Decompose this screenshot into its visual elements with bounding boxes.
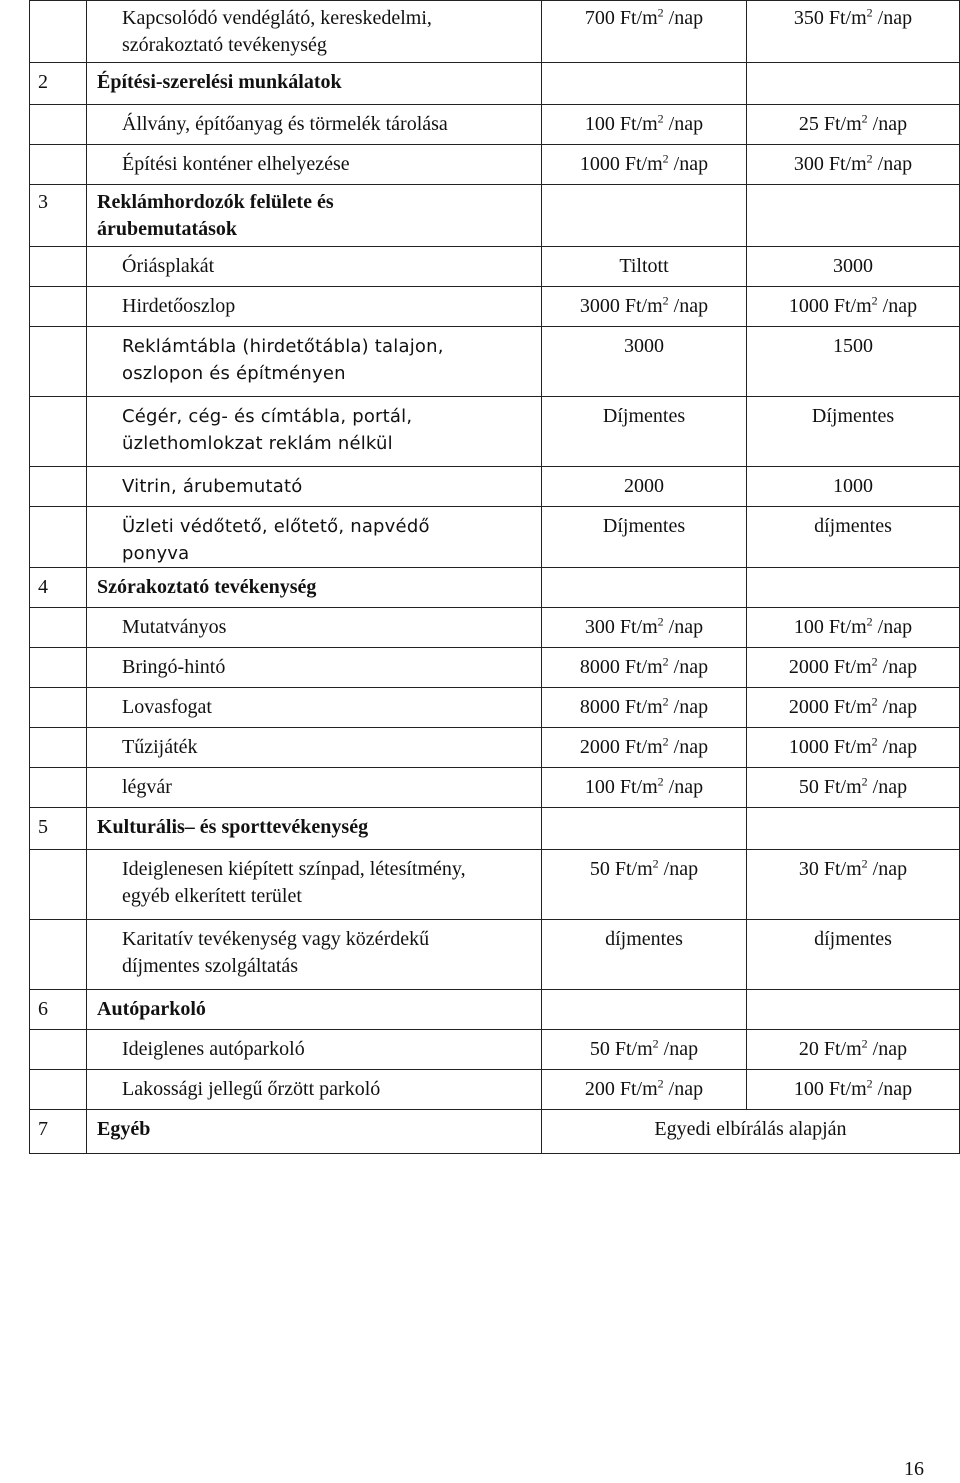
price-2-value: 3000: [833, 255, 873, 277]
section-title: Építési-szerelési munkálatok: [87, 63, 542, 105]
price-1-value: 8000 Ft/m: [579, 656, 663, 678]
price-1-value: 1000 Ft/m: [579, 153, 663, 175]
row-number-cell: [30, 287, 87, 327]
item-description: Karitatív tevékenység vagy közérdekű díjmentes szolgáltatás: [87, 920, 542, 990]
section-title: Kulturális– és sporttevékenység: [87, 808, 542, 850]
price-1-cell: [542, 105, 747, 145]
price-2-cell: [747, 467, 960, 507]
item-description: Üzleti védőtető, előtető, napvédő ponyva: [87, 507, 542, 568]
price-1-value: 8000 Ft/m: [579, 696, 663, 718]
section-title: Szórakoztató tevékenység: [87, 568, 542, 608]
empty-cell: [542, 185, 747, 247]
superscript-2: 2: [861, 111, 868, 126]
row-number-cell: [30, 768, 87, 808]
section-row: [30, 63, 960, 105]
superscript-2: 2: [662, 654, 669, 669]
row-number: 5: [38, 816, 48, 838]
empty-cell: [542, 568, 747, 608]
table-row: [30, 145, 960, 185]
price-2-cell: [747, 850, 960, 920]
item-description: Állvány, építőanyag és törmelék tárolása: [87, 105, 542, 145]
price-1-cell: [542, 287, 747, 327]
price-2-unit: $^2$ /nap: [871, 734, 918, 758]
empty-cell: [747, 990, 960, 1030]
superscript-2: 2: [662, 694, 669, 709]
table-row: [30, 1, 960, 63]
price-2-value: 2000 Ft/m: [788, 696, 872, 718]
table-row: [30, 728, 960, 768]
superscript-2: 2: [652, 856, 659, 871]
item-description: Cégér, cég- és címtábla, portál, üzlethomlokzat reklám nélkül: [87, 397, 542, 467]
price-1-unit: $^2$ /nap: [652, 856, 699, 880]
row-number-cell: [30, 145, 87, 185]
row-number-cell: [30, 1, 87, 63]
fee-table-body: [30, 1, 960, 1154]
price-2-cell: [747, 608, 960, 648]
price-2-cell: [747, 247, 960, 287]
price-2-cell: [747, 688, 960, 728]
price-1-value: Díjmentes: [602, 515, 686, 537]
fee-table: [29, 0, 960, 1154]
item-description: Lakossági jellegű őrzött parkoló: [87, 1070, 542, 1110]
price-1-value: 3000: [624, 335, 664, 357]
price-1-cell: [542, 1070, 747, 1110]
price-1-value: Tiltott: [619, 255, 669, 277]
row-number-cell: [30, 648, 87, 688]
row-number-cell: [30, 507, 87, 568]
row-number-cell: [30, 247, 87, 287]
superscript-2: 2: [866, 5, 873, 20]
superscript-2: 2: [861, 774, 868, 789]
table-row: [30, 768, 960, 808]
price-1-value: 300 Ft/m: [584, 616, 658, 638]
price-2-value: 100 Ft/m: [793, 1078, 867, 1100]
table-row: [30, 920, 960, 990]
section-row: [30, 1110, 960, 1154]
row-number: 7: [38, 1118, 48, 1140]
section-title: Egyéb: [87, 1110, 542, 1154]
price-1-value: 100 Ft/m: [584, 113, 658, 135]
price-1-unit: $^2$ /nap: [662, 654, 709, 678]
price-1-value: 200 Ft/m: [584, 1078, 658, 1100]
page-number: 16: [904, 1458, 924, 1480]
section-row: [30, 808, 960, 850]
superscript-2: 2: [657, 774, 664, 789]
empty-cell: [747, 808, 960, 850]
item-description: Kapcsolódó vendéglátó, kereskedelmi, szórakoztató tevékenység: [87, 1, 542, 63]
price-2-cell: [747, 1030, 960, 1070]
superscript-2: 2: [866, 1076, 873, 1091]
row-number-cell: [30, 808, 87, 850]
table-row: [30, 507, 960, 568]
price-2-value: 50 Ft/m: [798, 776, 862, 798]
table-row: [30, 327, 960, 397]
row-number-cell: [30, 105, 87, 145]
item-description: Óriásplakát: [87, 247, 542, 287]
price-1-cell: [542, 608, 747, 648]
price-1-value: 100 Ft/m: [584, 776, 658, 798]
price-1-cell: [542, 688, 747, 728]
item-description: Mutatványos: [87, 608, 542, 648]
price-2-unit: $^2$ /nap: [866, 1076, 913, 1100]
price-1-cell: [542, 1, 747, 63]
price-1-value: 2000 Ft/m: [579, 736, 663, 758]
superscript-2: 2: [657, 111, 664, 126]
price-2-value: 25 Ft/m: [798, 113, 862, 135]
price-2-unit: $^2$ /nap: [866, 151, 913, 175]
item-description: Bringó-hintó: [87, 648, 542, 688]
price-2-unit: $^2$ /nap: [871, 694, 918, 718]
row-number-cell: [30, 327, 87, 397]
price-1-value: Díjmentes: [602, 405, 686, 427]
price-2-value: 20 Ft/m: [798, 1038, 862, 1060]
section-row: [30, 185, 960, 247]
price-2-value: 1000: [833, 475, 873, 497]
empty-cell: [747, 185, 960, 247]
table-row: [30, 608, 960, 648]
price-2-unit: $^2$ /nap: [861, 856, 908, 880]
section-row: [30, 568, 960, 608]
price-2-cell: [747, 145, 960, 185]
price-2-value: 100 Ft/m: [793, 616, 867, 638]
empty-cell: [542, 990, 747, 1030]
price-2-cell: [747, 768, 960, 808]
superscript-2: 2: [871, 293, 878, 308]
price-1-value: 3000 Ft/m: [579, 295, 663, 317]
superscript-2: 2: [652, 1036, 659, 1051]
price-2-value: 1500: [833, 335, 873, 357]
superscript-2: 2: [871, 654, 878, 669]
price-1-cell: [542, 507, 747, 568]
price-2-unit: $^2$ /nap: [866, 614, 913, 638]
row-number: 6: [38, 998, 48, 1020]
price-1-cell: [542, 327, 747, 397]
superscript-2: 2: [657, 614, 664, 629]
empty-cell: [542, 808, 747, 850]
price-1-cell: [542, 648, 747, 688]
row-number-cell: [30, 850, 87, 920]
price-2-cell: [747, 507, 960, 568]
price-1-value: 700 Ft/m: [584, 7, 658, 29]
row-number-cell: [30, 1070, 87, 1110]
superscript-2: 2: [662, 293, 669, 308]
row-number-cell: [30, 185, 87, 247]
price-1-unit: $^2$ /nap: [662, 293, 709, 317]
price-2-value: díjmentes: [814, 928, 892, 950]
empty-cell: [747, 63, 960, 105]
row-number: 3: [38, 191, 48, 213]
table-row: [30, 1030, 960, 1070]
superscript-2: 2: [866, 151, 873, 166]
item-description: Hirdetőoszlop: [87, 287, 542, 327]
price-2-value: 350 Ft/m: [793, 7, 867, 29]
price-2-unit: $^2$ /nap: [866, 5, 913, 29]
empty-cell: [747, 568, 960, 608]
price-1-unit: $^2$ /nap: [657, 111, 704, 135]
price-1-cell: [542, 768, 747, 808]
table-row: [30, 850, 960, 920]
superscript-2: 2: [657, 1076, 664, 1091]
price-1-value: 50 Ft/m: [589, 1038, 653, 1060]
price-2-unit: $^2$ /nap: [871, 654, 918, 678]
merged-price-cell: Egyedi elbírálás alapján: [542, 1110, 960, 1154]
price-1-cell: [542, 920, 747, 990]
row-number-cell: [30, 63, 87, 105]
superscript-2: 2: [657, 5, 664, 20]
row-number-cell: [30, 467, 87, 507]
price-1-cell: [542, 247, 747, 287]
superscript-2: 2: [861, 1036, 868, 1051]
price-1-value: 2000: [624, 475, 664, 497]
price-1-unit: $^2$ /nap: [662, 734, 709, 758]
price-2-unit: $^2$ /nap: [861, 774, 908, 798]
price-2-unit: $^2$ /nap: [871, 293, 918, 317]
price-1-unit: $^2$ /nap: [662, 151, 709, 175]
item-description: légvár: [87, 768, 542, 808]
superscript-2: 2: [866, 614, 873, 629]
price-2-cell: [747, 728, 960, 768]
price-2-value: díjmentes: [814, 515, 892, 537]
price-1-unit: $^2$ /nap: [657, 774, 704, 798]
table-row: [30, 688, 960, 728]
table-row: [30, 648, 960, 688]
row-number-cell: [30, 1030, 87, 1070]
price-1-cell: [542, 397, 747, 467]
price-2-cell: [747, 1070, 960, 1110]
superscript-2: 2: [861, 856, 868, 871]
item-description: Építési konténer elhelyezése: [87, 145, 542, 185]
price-1-unit: $^2$ /nap: [657, 614, 704, 638]
price-2-unit: $^2$ /nap: [861, 1036, 908, 1060]
row-number-cell: [30, 608, 87, 648]
row-number-cell: [30, 688, 87, 728]
superscript-2: 2: [662, 734, 669, 749]
row-number-cell: [30, 920, 87, 990]
price-2-value: 30 Ft/m: [798, 858, 862, 880]
empty-cell: [542, 63, 747, 105]
price-2-cell: [747, 397, 960, 467]
superscript-2: 2: [871, 734, 878, 749]
row-number-cell: [30, 990, 87, 1030]
row-number: 4: [38, 576, 48, 598]
price-2-cell: [747, 1, 960, 63]
table-row: [30, 397, 960, 467]
superscript-2: 2: [871, 694, 878, 709]
price-2-cell: [747, 327, 960, 397]
item-description: Reklámtábla (hirdetőtábla) talajon, oszlopon és építményen: [87, 327, 542, 397]
row-number: 2: [38, 71, 48, 93]
price-1-cell: [542, 1030, 747, 1070]
table-row: [30, 247, 960, 287]
price-1-cell: [542, 850, 747, 920]
price-2-value: 1000 Ft/m: [788, 736, 872, 758]
price-1-cell: [542, 467, 747, 507]
table-row: [30, 105, 960, 145]
price-1-unit: $^2$ /nap: [652, 1036, 699, 1060]
price-2-cell: [747, 287, 960, 327]
section-title: Autóparkoló: [87, 990, 542, 1030]
price-2-value: 300 Ft/m: [793, 153, 867, 175]
price-2-unit: $^2$ /nap: [861, 111, 908, 135]
price-2-value: 2000 Ft/m: [788, 656, 872, 678]
superscript-2: 2: [662, 151, 669, 166]
table-row: [30, 467, 960, 507]
price-1-cell: [542, 145, 747, 185]
item-description: Ideiglenes autóparkoló: [87, 1030, 542, 1070]
item-description: Vitrin, árubemutató: [87, 467, 542, 507]
price-1-unit: $^2$ /nap: [657, 5, 704, 29]
price-1-value: díjmentes: [605, 928, 683, 950]
section-row: [30, 990, 960, 1030]
price-2-cell: [747, 105, 960, 145]
row-number-cell: [30, 568, 87, 608]
price-2-cell: [747, 648, 960, 688]
row-number-cell: [30, 1110, 87, 1154]
price-1-value: 50 Ft/m: [589, 858, 653, 880]
price-1-cell: [542, 728, 747, 768]
price-1-unit: $^2$ /nap: [662, 694, 709, 718]
price-2-value: Díjmentes: [811, 405, 895, 427]
item-description: Lovasfogat: [87, 688, 542, 728]
item-description: Tűzijáték: [87, 728, 542, 768]
row-number-cell: [30, 728, 87, 768]
row-number-cell: [30, 397, 87, 467]
table-row: [30, 1070, 960, 1110]
price-2-cell: [747, 920, 960, 990]
table-row: [30, 287, 960, 327]
price-2-value: 1000 Ft/m: [788, 295, 872, 317]
price-1-unit: $^2$ /nap: [657, 1076, 704, 1100]
item-description: Ideiglenesen kiépített színpad, létesítmény, egyéb elkerített terület: [87, 850, 542, 920]
section-title: Reklámhordozók felülete és árubemutatások: [87, 185, 542, 247]
